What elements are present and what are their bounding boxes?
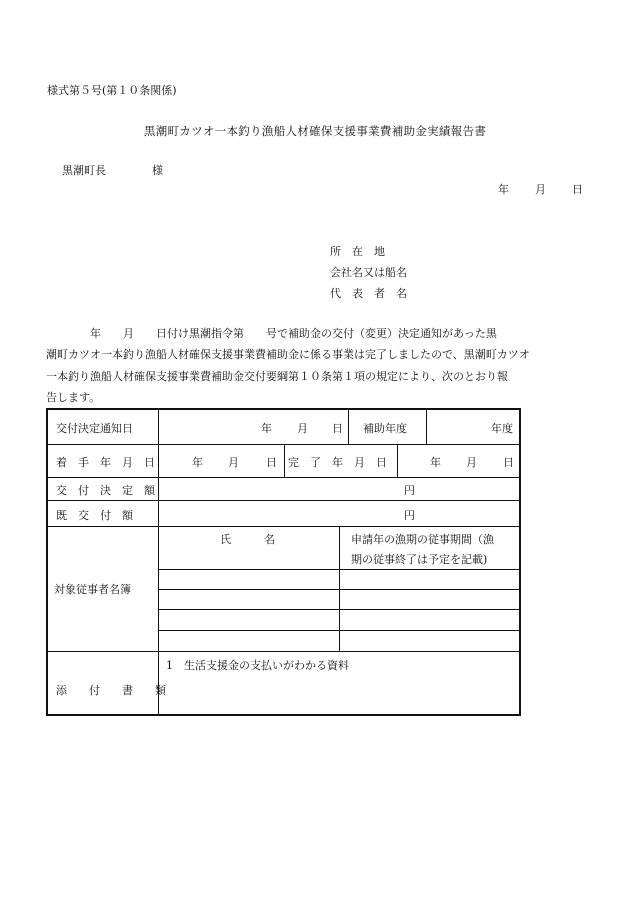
- notice-month: 月: [297, 422, 308, 435]
- sender-company-label: 会社名又は船名: [330, 266, 407, 279]
- body-line: 一本釣り漁船人材確保支援事業費補助金交付要綱第１０条第１項の規定により、次のとおり報: [46, 369, 508, 383]
- addressee: [62, 162, 163, 178]
- date-year: 年: [498, 183, 509, 196]
- date-day: 日: [572, 183, 583, 196]
- page-title: 黒潮町カツオ一本釣り漁船人材確保支援事業費補助金実績報告書: [143, 124, 487, 138]
- attachment-item: 1 生活支援金の支払いがわかる資料: [166, 659, 349, 672]
- attachments-label: 添 付 書 類: [56, 684, 166, 697]
- notice-year: 年: [261, 422, 272, 435]
- paid-amount-unit: 円: [404, 509, 415, 522]
- notice-date-label: 交付決定通知日: [56, 422, 133, 435]
- sender-address-label: 所 在 地: [330, 245, 385, 258]
- body-line: 告します。: [46, 390, 101, 404]
- paid-amount-label: 既 交 付 額: [56, 509, 133, 522]
- worker-name-header: 氏 名: [220, 533, 275, 546]
- start-year: 年: [192, 456, 203, 469]
- fiscal-year-label: 補助年度: [363, 422, 407, 435]
- report-date: [498, 181, 583, 197]
- start-day: 日: [266, 456, 277, 469]
- addressee-name: 黒潮町長: [62, 164, 106, 177]
- form-number: 様式第５号(第１０条関係): [47, 84, 177, 97]
- body-line: 年 月 日付け黒潮指令第 号で補助金の交付（変更）決定通知があった黒: [46, 327, 497, 340]
- completion-month: 月: [466, 456, 477, 469]
- start-month: 月: [228, 456, 239, 469]
- report-table: [46, 408, 521, 716]
- completion-date-label: 完 了 年 月 日: [288, 456, 387, 469]
- report-body: [46, 323, 586, 408]
- completion-day: 日: [503, 456, 514, 469]
- work-period-header-2: 期の従事終了は予定を記載): [351, 553, 488, 566]
- grant-amount-label: 交 付 決 定 額: [56, 484, 155, 497]
- worker-list-label: 対象従事者名簿: [54, 583, 131, 596]
- body-line: 潮町カツオ一本釣り漁船人材確保支援事業費補助金に係る事業は完了しましたので、黒潮町カツオ: [46, 348, 530, 362]
- fiscal-year-unit: 年度: [491, 422, 513, 435]
- completion-year: 年: [430, 456, 441, 469]
- start-date-label: 着 手 年 月 日: [56, 456, 155, 469]
- sender-rep-label: 代 表 者 名: [330, 287, 407, 300]
- work-period-header-1: 申請年の漁期の従事期間（漁: [351, 533, 494, 546]
- addressee-honorific: 様: [152, 164, 163, 177]
- grant-amount-unit: 円: [404, 484, 415, 497]
- notice-day: 日: [332, 422, 343, 435]
- date-month: 月: [535, 183, 546, 196]
